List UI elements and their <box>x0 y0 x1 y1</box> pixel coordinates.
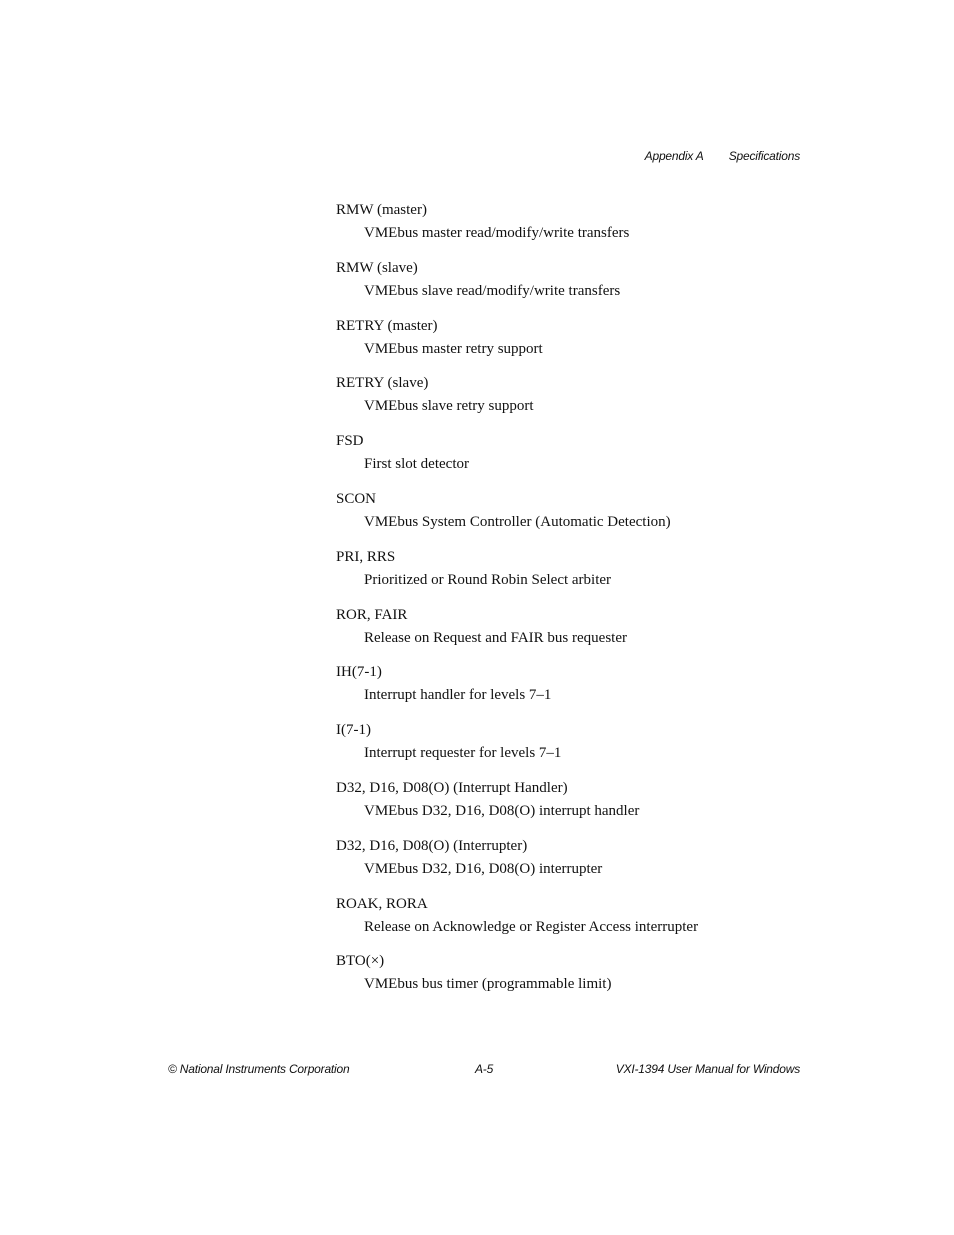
footer-page-number: A-5 <box>475 1062 494 1076</box>
spec-list <box>336 199 806 1008</box>
spec-entry <box>336 257 806 315</box>
spec-entry <box>336 430 806 488</box>
spec-entry <box>336 777 806 835</box>
spec-term: RETRY (master) <box>336 317 438 334</box>
spec-description: VMEbus slave read/modify/write transfers <box>364 282 621 299</box>
spec-term: D32, D16, D08(O) (Interrupt Handler) <box>336 779 568 796</box>
spec-term: RMW (slave) <box>336 259 418 276</box>
spec-entry <box>336 488 806 546</box>
footer-copyright: © National Instruments Corporation <box>168 1062 350 1076</box>
spec-description: VMEbus System Controller (Automatic Detection) <box>364 513 671 530</box>
spec-entry <box>336 661 806 719</box>
spec-description: VMEbus bus timer (programmable limit) <box>364 976 612 993</box>
spec-entry <box>336 199 806 257</box>
spec-description: Interrupt handler for levels 7–1 <box>364 687 552 704</box>
spec-term: ROR, FAIR <box>336 606 408 623</box>
spec-term: D32, D16, D08(O) (Interrupter) <box>336 837 528 854</box>
header-appendix-label: Appendix A <box>644 149 704 163</box>
spec-term: SCON <box>336 490 377 507</box>
spec-entry <box>336 372 806 430</box>
footer-manual-title: VXI-1394 User Manual for Windows <box>615 1062 800 1076</box>
spec-term: ROAK, RORA <box>336 895 428 912</box>
spec-description: Release on Acknowledge or Register Access interrupter <box>364 918 699 935</box>
spec-entry <box>336 950 806 1008</box>
spec-entry <box>336 893 806 951</box>
spec-description: VMEbus slave retry support <box>364 398 534 415</box>
spec-term: BTO(×) <box>336 953 385 970</box>
spec-description: VMEbus master retry support <box>364 340 543 357</box>
spec-description: VMEbus D32, D16, D08(O) interrupt handler <box>364 802 640 819</box>
spec-term: FSD <box>336 433 364 450</box>
spec-entry <box>336 719 806 777</box>
spec-term: I(7-1) <box>336 722 371 739</box>
spec-entry <box>336 546 806 604</box>
spec-term: PRI, RRS <box>336 548 396 565</box>
spec-description: Release on Request and FAIR bus requester <box>364 629 627 646</box>
spec-entry <box>336 315 806 373</box>
spec-term: IH(7-1) <box>336 664 382 681</box>
spec-term: RMW (master) <box>336 202 427 218</box>
spec-entry <box>336 604 806 662</box>
spec-term: RETRY (slave) <box>336 375 429 392</box>
spec-description: VMEbus D32, D16, D08(O) interrupter <box>364 860 603 877</box>
spec-description: First slot detector <box>364 456 469 473</box>
running-header <box>645 149 800 163</box>
spec-description: VMEbus master read/modify/write transfers <box>364 225 630 241</box>
page-footer <box>168 1062 800 1078</box>
header-section-label: Specifications <box>728 149 800 163</box>
spec-entry <box>336 835 806 893</box>
spec-description: Interrupt requester for levels 7–1 <box>364 745 562 762</box>
spec-description: Prioritized or Round Robin Select arbiter <box>364 571 612 588</box>
